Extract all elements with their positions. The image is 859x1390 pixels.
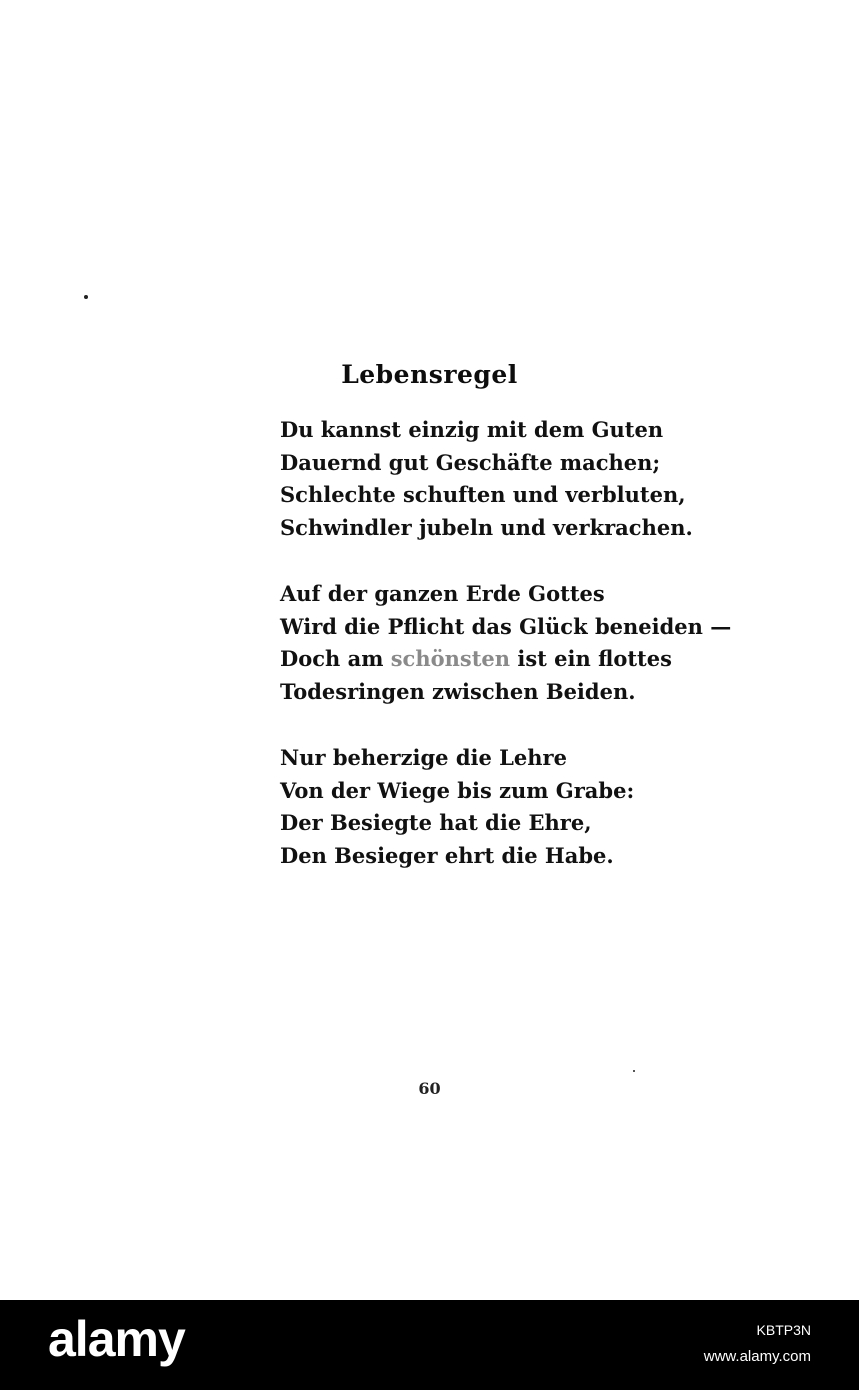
poem-body [280, 414, 740, 906]
verse-line: Du kannst einzig mit dem Guten [280, 417, 664, 442]
verse-line: Auf der ganzen Erde Gottes [280, 581, 605, 606]
verse-line: Dauernd gut Geschäfte machen; [280, 449, 661, 475]
verse-line: Schwindler jubeln und verkrachen. [280, 514, 693, 540]
faded-word: schönsten [390, 646, 511, 671]
verse-line: Von der Wiege bis zum Grabe: [280, 777, 635, 803]
verse-line: Der Besiegte hat die Ehre, [280, 810, 592, 835]
verse-line: Den Besieger ehrt die Habe. [280, 842, 614, 868]
verse-line: Todesringen zwischen Beiden. [280, 678, 636, 704]
verse-line: Schlechte schuften und verbluten, [280, 482, 686, 507]
verse-text: ist ein flottes [510, 646, 672, 671]
watermark-logo: alamy [48, 1311, 185, 1367]
verse-line: Nur beherzige die Lehre [280, 745, 567, 770]
stock-watermark-bar [0, 1300, 859, 1390]
poem-title: Lebensregel [341, 360, 518, 389]
verse-line-with-faded-word [280, 643, 740, 676]
stanza-2 [280, 578, 740, 708]
stanza-1 [280, 414, 740, 544]
watermark-url: www.alamy.com [703, 1348, 811, 1365]
page-number: 60 [418, 1079, 441, 1098]
stanza-3 [280, 742, 740, 872]
verse-line: Wird die Pflicht das Glück beneiden — [280, 613, 732, 639]
verse-text: Doch am [280, 646, 391, 671]
scan-speck [84, 295, 88, 299]
scan-speck [633, 1070, 635, 1072]
watermark-image-id: KBTP3N [756, 1322, 811, 1338]
